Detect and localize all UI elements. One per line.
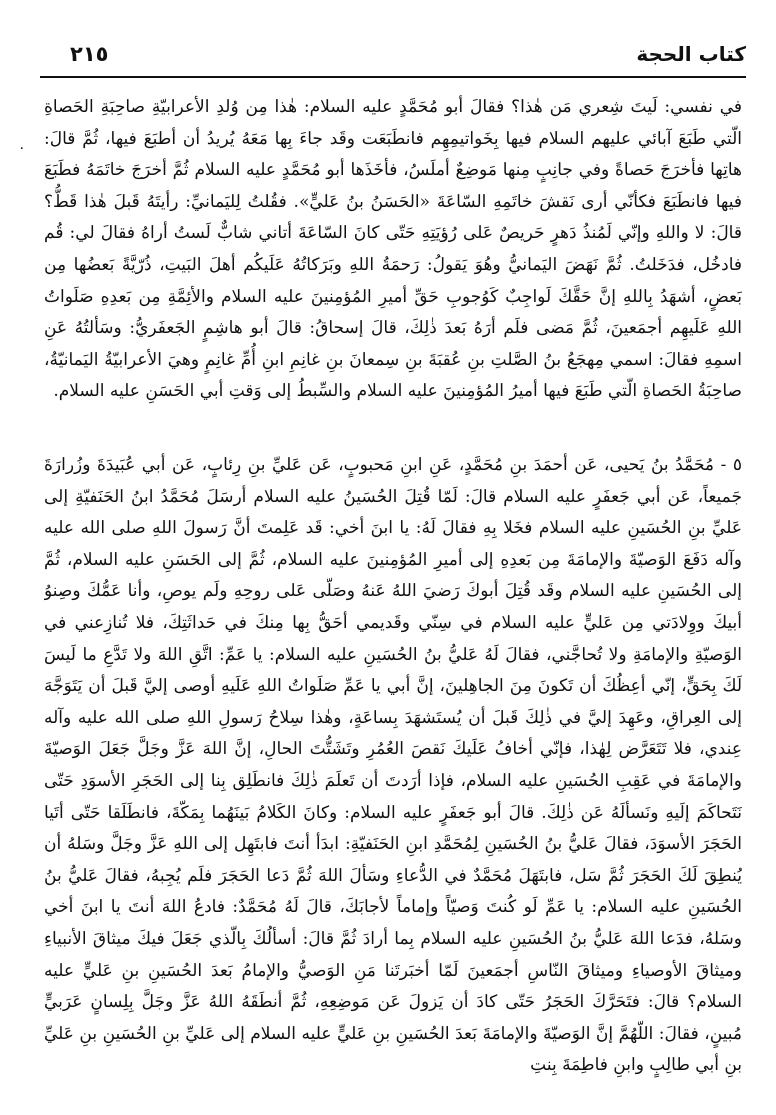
paragraph-continuation xyxy=(44,92,742,444)
paragraph-text: ٥ - مُحَمَّدُ بنُ يَحيى، عَن أحمَدَ بنِ مُحَمَّدٍ، عَنِ ابنِ مَحبوبٍ، عَن عَليِّ بنِ رِئابٍ، عَن أبي عُبَيدَةَ وزُرارَةَ جَميعاً، عَن أبي جَعفَرٍ عليه السلام قالَ: لَمّا قُتِلَ الحُسَينُ عليه السلام أرسَلَ مُحَمَّدُ ابنُ الحَنَفيّةِ إلى عَليِّ بنِ الحُسَينِ عليه السلام فخَلا بِهِ فقالَ لَهُ: يا ابنَ أخي: قَد عَلِمتَ أنَّ رَسولَ اللهِ صلى الله عليه وآله دَفَعَ الوَصيّةَ والإمامَةَ مِن بَعدِهِ إلى أميرِ المُؤمِنينَ عليه السلام، ثُمَّ إلى الحَسَنِ عليه السلام، ثُمَّ إلى الحُسَينِ عليه السلام وقَد قُتِلَ أبوكَ رَضيَ اللهُ عَنهُ وصَلّى عَلى روحِهِ ولَم يوصِ، وأنا عَمُّكَ وصِنوُ أبيكَ ووِلادَتي مِن عَليٍّ عليه السلام في سِنّي وقَديمي أحَقُّ بِها مِنكَ في حَداثَتِكَ، فلا تُنازِعني في الوَصيّةِ والإمامَةِ ولا تُحاجَّني، فقالَ لَهُ عَليُّ بنُ الحُسَينِ عليه السلام: يا عَمِّ: اتَّقِ اللهَ ولا تَدَّعِ ما لَيسَ لَكَ بِحَقٍّ، إنّي أعِظُكَ أن تَكونَ مِنَ الجاهِلينَ، إنَّ أبي يا عَمِّ صَلَواتُ اللهِ عَلَيهِ أوصى إليَّ قَبلَ أن يَتَوَجَّهَ إلى العِراقِ، وعَهِدَ إليَّ في ذٰلِكَ قَبلَ أن يُستَشهَدَ بِساعَةٍ، وهٰذا سِلاحُ رَسولِ اللهِ صلى الله عليه وآله عِندي، فلا تَتَعَرَّض لِهٰذا، فإنّي أخافُ عَلَيكَ نَقصَ العُمُرِ وتَشَتُّتَ الحالِ، إنَّ اللهَ عَزَّ وجَلَّ جَعَلَ الوَصيّةَ والإمامَةَ في عَقِبِ الحُسَينِ عليه السلام، فإذا أرَدتَ أن تَعلَمَ ذٰلِكَ فانطَلِق بِنا إلى الحَجَرِ الأسوَدِ حَتّى نَتَحاكَمَ إلَيهِ ونَسألَهُ عَن ذٰلِكَ. قالَ أبو جَعفَرٍ عليه السلام: وكانَ الكَلامُ بَينَهُما بِمَكّةَ، فانطَلَقا حَتّى أتَيا الحَجَرَ الأسوَدَ، فقالَ عَليُّ بنُ الحُسَينِ لِمُحَمَّدِ ابنِ الحَنَفيّةِ: ابدَأ أنتَ فابتَهِل إلى اللهِ عَزَّ وجَلَّ وسَلهُ أن يُنطِقَ لَكَ الحَجَرَ ثُمَّ سَل، فابتَهَلَ مُحَمَّدٌ في الدُّعاءِ وسَألَ اللهَ ثُمَّ دَعا الحَجَرَ فلَم يُجِبهُ، فقالَ عَليُّ بنُ الحُسَينِ عليه السلام: يا عَمِّ لَو كُنتَ وَصيّاً وإماماً لأجابَكَ، قالَ لَهُ مُحَمَّدٌ: فادعُ اللهَ أنتَ يا ابنَ أخي وسَلهُ، فدَعا اللهَ عَليُّ بنُ الحُسَينِ عليه السلام بِما أرادَ ثُمَّ قالَ: أسألُكَ بِالّذي جَعَلَ فيكَ ميثاقَ الأنبياءِ وميثاقَ الأوصياءِ وميثاقَ النّاسِ أجمَعينَ لَمّا أخبَرتَنا مَنِ الوَصيُّ والإمامُ بَعدَ الحُسَينِ بنِ عَليٍّ عليه السلام؟ قالَ: فتَحَرَّكَ الحَجَرُ حَتّى كادَ أن يَزولَ عَن مَوضِعِهِ، ثُمَّ أنطَقَهُ اللهُ عَزَّ وجَلَّ بِلِسانٍ عَرَبيٍّ مُبينٍ، فقالَ: اللّهُمَّ إنَّ الوَصيّةَ والإمامَةَ بَعدَ الحُسَينِ بنِ عَليٍّ عليه السلام إلى عَليِّ بنِ الحُسَينِ بنِ عَليِّ بنِ أبي طالِبٍ وابنِ فاطِمَةَ بِنتِ xyxy=(44,455,742,1076)
margin-mark: ٠ xyxy=(18,140,26,156)
paragraph-hadith-5 xyxy=(44,450,742,1095)
paragraph-text: في نفسي: لَيتَ شِعري مَن هٰذا؟ فقالَ أبو مُحَمَّدٍ عليه السلام: هٰذا مِن وُلدِ الأعرابيّةِ صاحِبَةِ الحَصاةِ الّتي طَبَعَ آبائي عليهم السلام فيها بِخَواتيمِهِم فانطَبَعَت وقَد جاءَ بِها مَعَهُ يُريدُ أن أطبَعَ فيها، ثُمَّ قالَ: هاتِها فأخرَجَ حَصاةً وفي جانِبٍ مِنها مَوضِعٌ أملَسُ، فأخَذَها أبو مُحَمَّدٍ عليه السلام ثُمَّ أخرَجَ خاتَمَهُ فطَبَعَ فيها فانطَبَعَ فكأنّي أرى نَقشَ خاتَمِهِ السّاعَةَ «الحَسَنُ بنُ عَليٍّ». فقُلتُ لِليَمانيِّ: رأيتَهُ قَبلَ هٰذا قَطُّ؟ قالَ: لا واللهِ وإنّي لَمُنذُ دَهرٍ حَريصٌ عَلى رُؤيَتِهِ حَتّى كانَ السّاعَةَ أتاني شابٌّ لَستُ أراهُ فقالَ لي: قُم فادخُل، فدَخَلتُ. ثُمَّ نَهَضَ اليَمانيُّ وهُوَ يَقولُ: رَحمَةُ اللهِ وبَرَكاتُهُ عَلَيكُم أهلَ البَيتِ، ذُرّيَّةً بَعضُها مِن بَعضٍ، أشهَدُ بِاللهِ إنَّ حَقَّكَ لَواجِبٌ كَوُجوبِ حَقِّ أميرِ المُؤمِنينَ عليه السلام والأئِمَّةِ مِن بَعدِهِ صَلَواتُ اللهِ عَلَيهِم أجمَعينَ، ثُمَّ مَضى فلَم أرَهُ بَعدَ ذٰلِكَ، قالَ إسحاقُ: قالَ أبو هاشِمٍ الجَعفَريُّ: وسَألتُهُ عَنِ اسمِهِ فقالَ: اسمي مِهجَعُ بنُ الصَّلتِ بنِ عُقبَةَ بنِ سِمعانَ بنِ غانِمِ ابنِ أُمِّ غانِمٍ وهيَ الأعرابيّةُ اليَمانيّةُ، صاحِبَةُ الحَصاةِ الّتي طَبَعَ فيها أميرُ المُؤمِنينَ عليه السلام والسِّبطُ إلى وَقتِ أبي الحَسَنِ عليه السلام. xyxy=(44,97,742,402)
running-title: كتاب الحجة xyxy=(636,42,746,66)
page-header xyxy=(40,40,746,78)
page-number: ٢١٥ xyxy=(70,42,109,66)
